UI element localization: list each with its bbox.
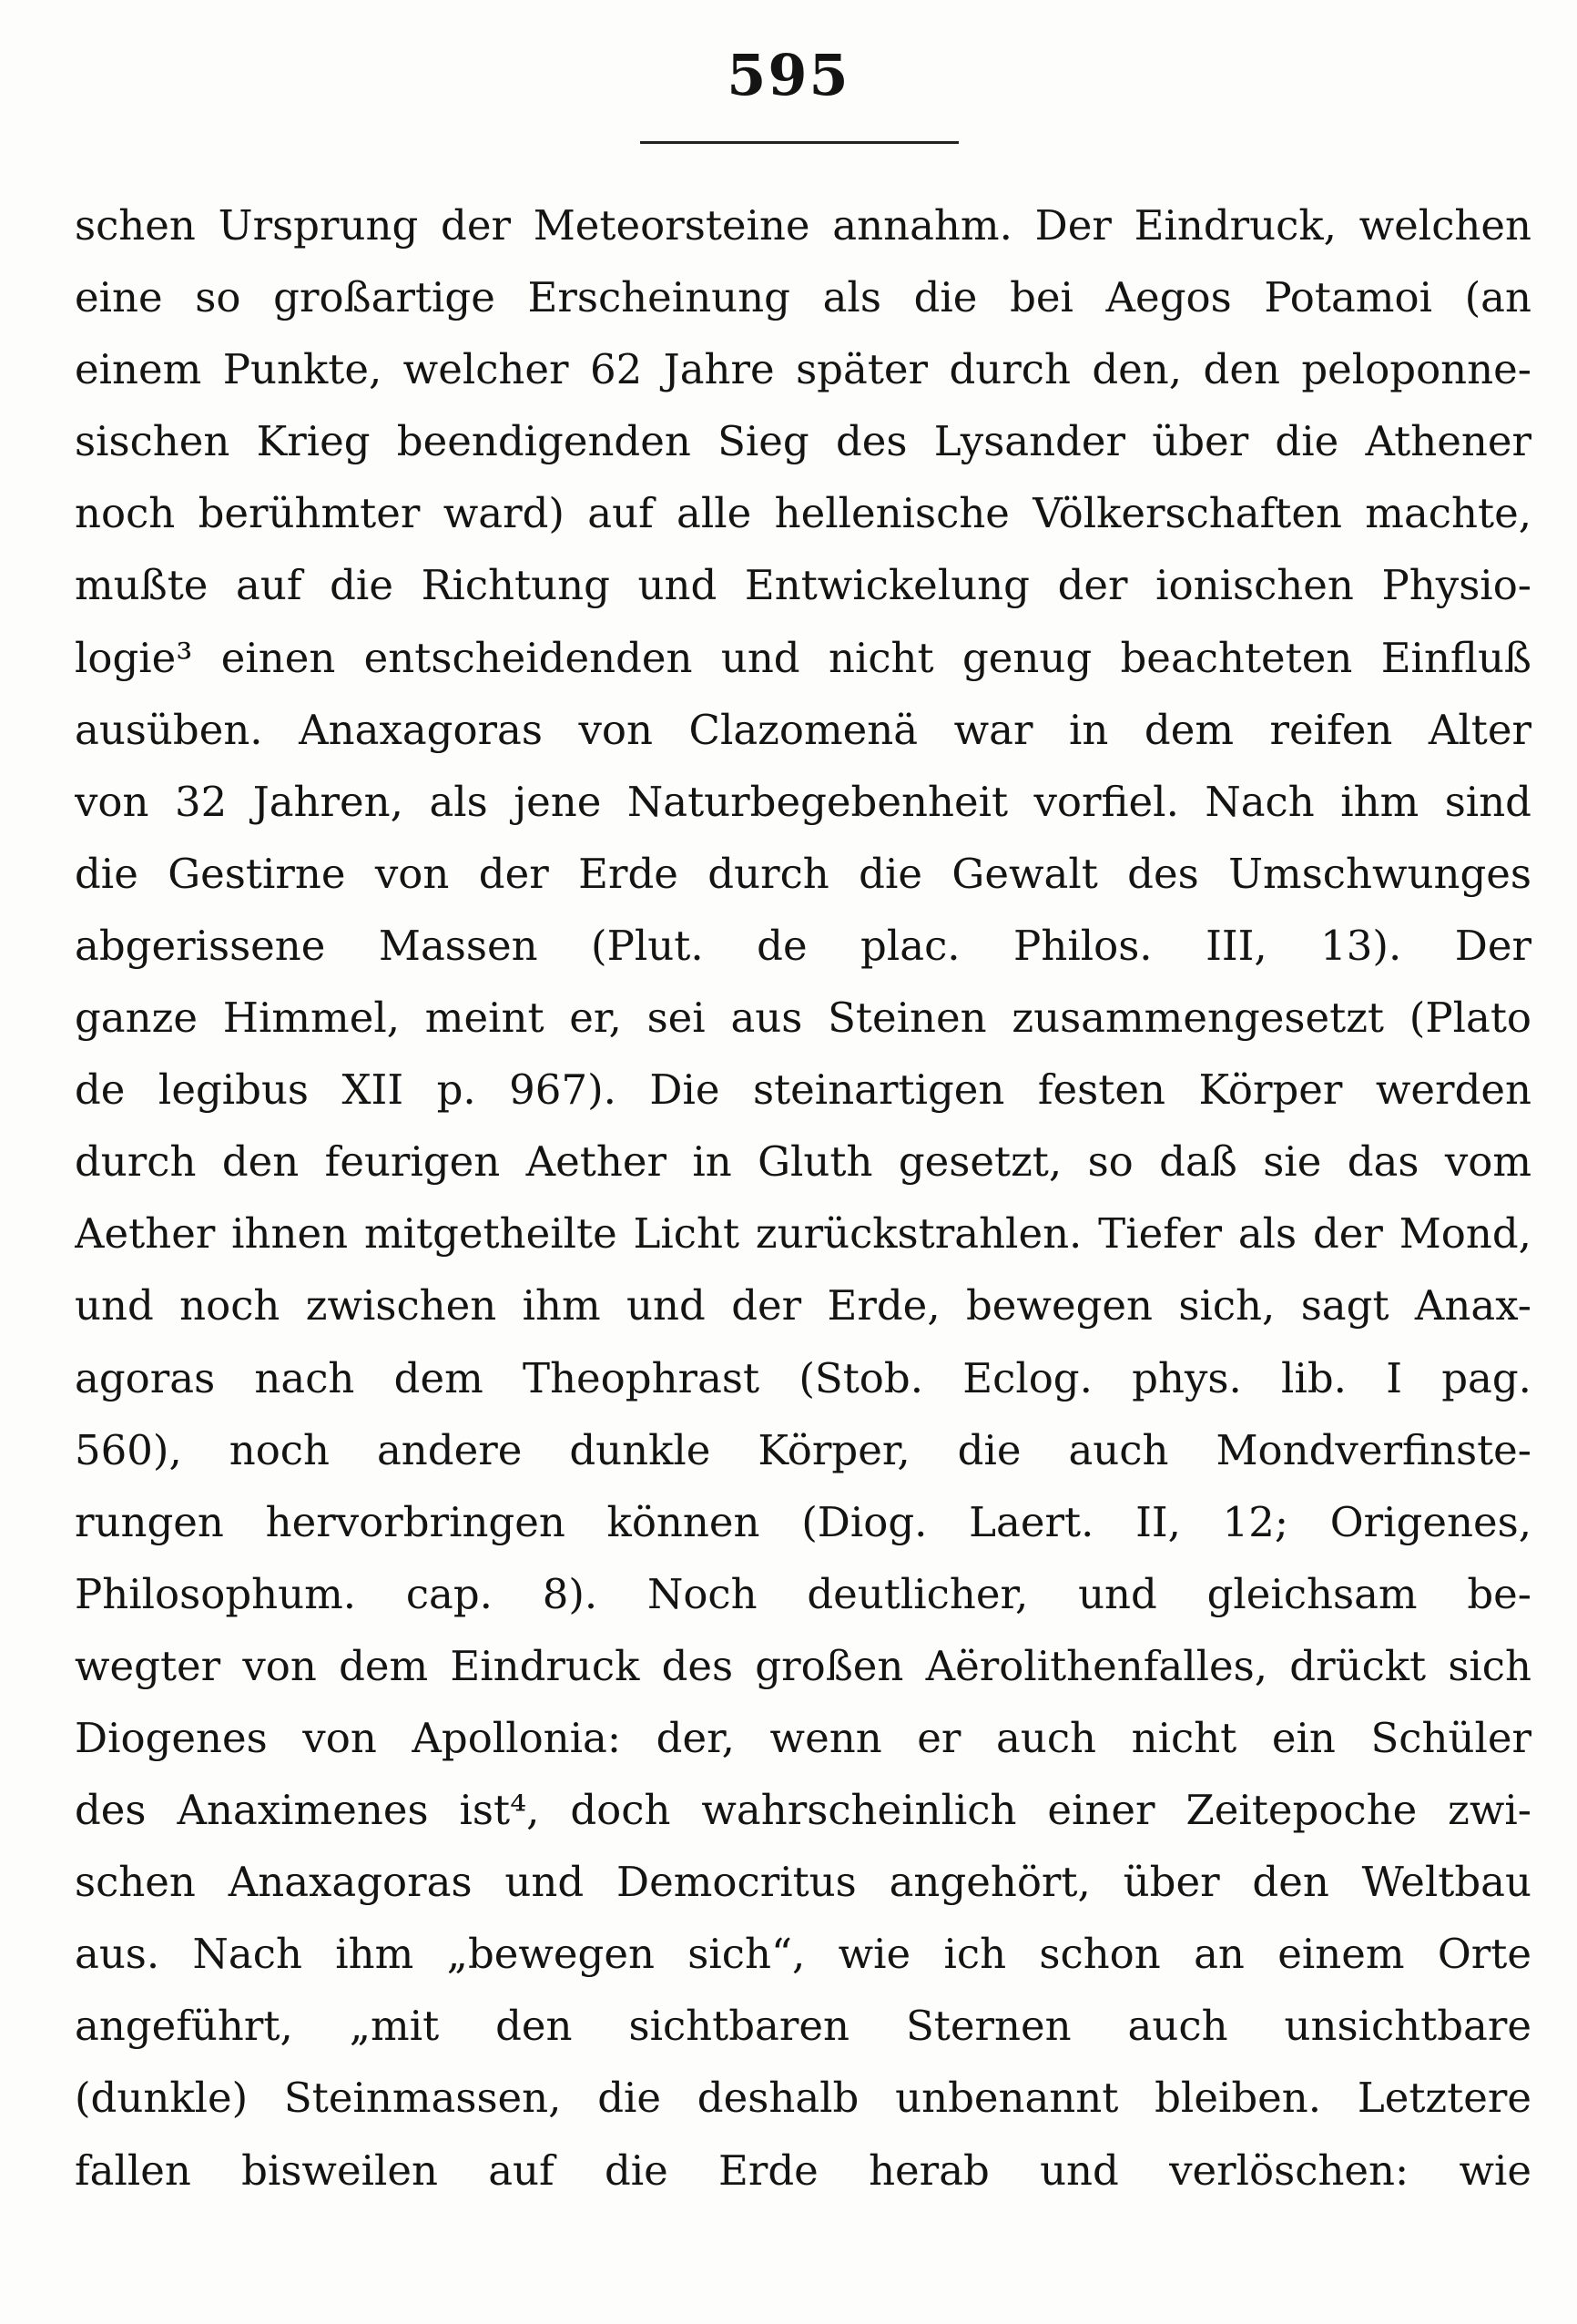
text-line: eine so großartige Erscheinung als die bei Aegos Potamoi (an xyxy=(75,273,1531,322)
text-line: logie³ einen entscheidenden und nicht genug beachteten Einfluß xyxy=(75,633,1531,682)
text-line: ganze Himmel, meint er, sei aus Steinen zusammengesetzt (Plato xyxy=(75,994,1531,1043)
text-line: Philosophum. cap. 8). Noch deutlicher, und gleichsam be- xyxy=(75,1569,1531,1618)
text-line: sischen Krieg beendigenden Sieg des Lysander über die Athener xyxy=(75,417,1531,466)
text-line: schen Ursprung der Meteorsteine annahm. Der Eindruck, welchen xyxy=(75,201,1531,250)
text-line: und noch zwischen ihm und der Erde, bewegen sich, sagt Anax- xyxy=(75,1281,1531,1330)
text-line: 560), noch andere dunkle Körper, die auch Mondverfinste- xyxy=(75,1425,1531,1474)
text-line: wegter von dem Eindruck des großen Aërolithenfalles, drückt sich xyxy=(75,1641,1531,1690)
text-line: mußte auf die Richtung und Entwickelung der ionischen Physio- xyxy=(75,561,1531,610)
text-line: angeführt, „mit den sichtbaren Sternen auch unsichtbare xyxy=(75,2002,1531,2051)
text-line: abgerissene Massen (Plut. de plac. Philos. III, 13). Der xyxy=(75,921,1531,970)
text-line: noch berühmter ward) auf alle hellenische Völkerschaften machte, xyxy=(75,489,1531,538)
text-line: Diogenes von Apollonia: der, wenn er auch nicht ein Schüler xyxy=(75,1713,1531,1762)
text-line: des Anaximenes ist⁴, doch wahrscheinlich einer Zeitepoche zwi- xyxy=(75,1786,1531,1835)
text-line: aus. Nach ihm „bewegen sich“, wie ich schon an einem Orte xyxy=(75,1930,1531,1979)
text-line: einem Punkte, welcher 62 Jahre später durch den, den peloponne- xyxy=(75,345,1531,394)
text-line: fallen bisweilen auf die Erde herab und verlöschen: wie xyxy=(75,2146,1531,2195)
text-line: schen Anaxagoras und Democritus angehört, über den Weltbau xyxy=(75,1858,1531,1907)
text-line: rungen hervorbringen können (Diog. Laert. II, 12; Origenes, xyxy=(75,1497,1531,1546)
text-line: durch den feurigen Aether in Gluth gesetzt, so daß sie das vom xyxy=(75,1137,1531,1187)
text-line: de legibus XII p. 967). Die steinartigen festen Körper werden xyxy=(75,1065,1531,1115)
page-number: 595 xyxy=(727,42,850,108)
text-line: die Gestirne von der Erde durch die Gewalt des Umschwunges xyxy=(75,849,1531,898)
body-text xyxy=(75,189,1531,2207)
header-rule xyxy=(640,141,959,144)
text-line: agoras nach dem Theophrast (Stob. Eclog. phys. lib. I pag. xyxy=(75,1353,1531,1402)
text-line: von 32 Jahren, als jene Naturbegebenheit vorfiel. Nach ihm sind xyxy=(75,777,1531,826)
text-line: Aether ihnen mitgetheilte Licht zurückstrahlen. Tiefer als der Mond, xyxy=(75,1209,1531,1259)
text-line: (dunkle) Steinmassen, die deshalb unbenannt bleiben. Letztere xyxy=(75,2074,1531,2123)
text-line: ausüben. Anaxagoras von Clazomenä war in dem reifen Alter xyxy=(75,705,1531,754)
